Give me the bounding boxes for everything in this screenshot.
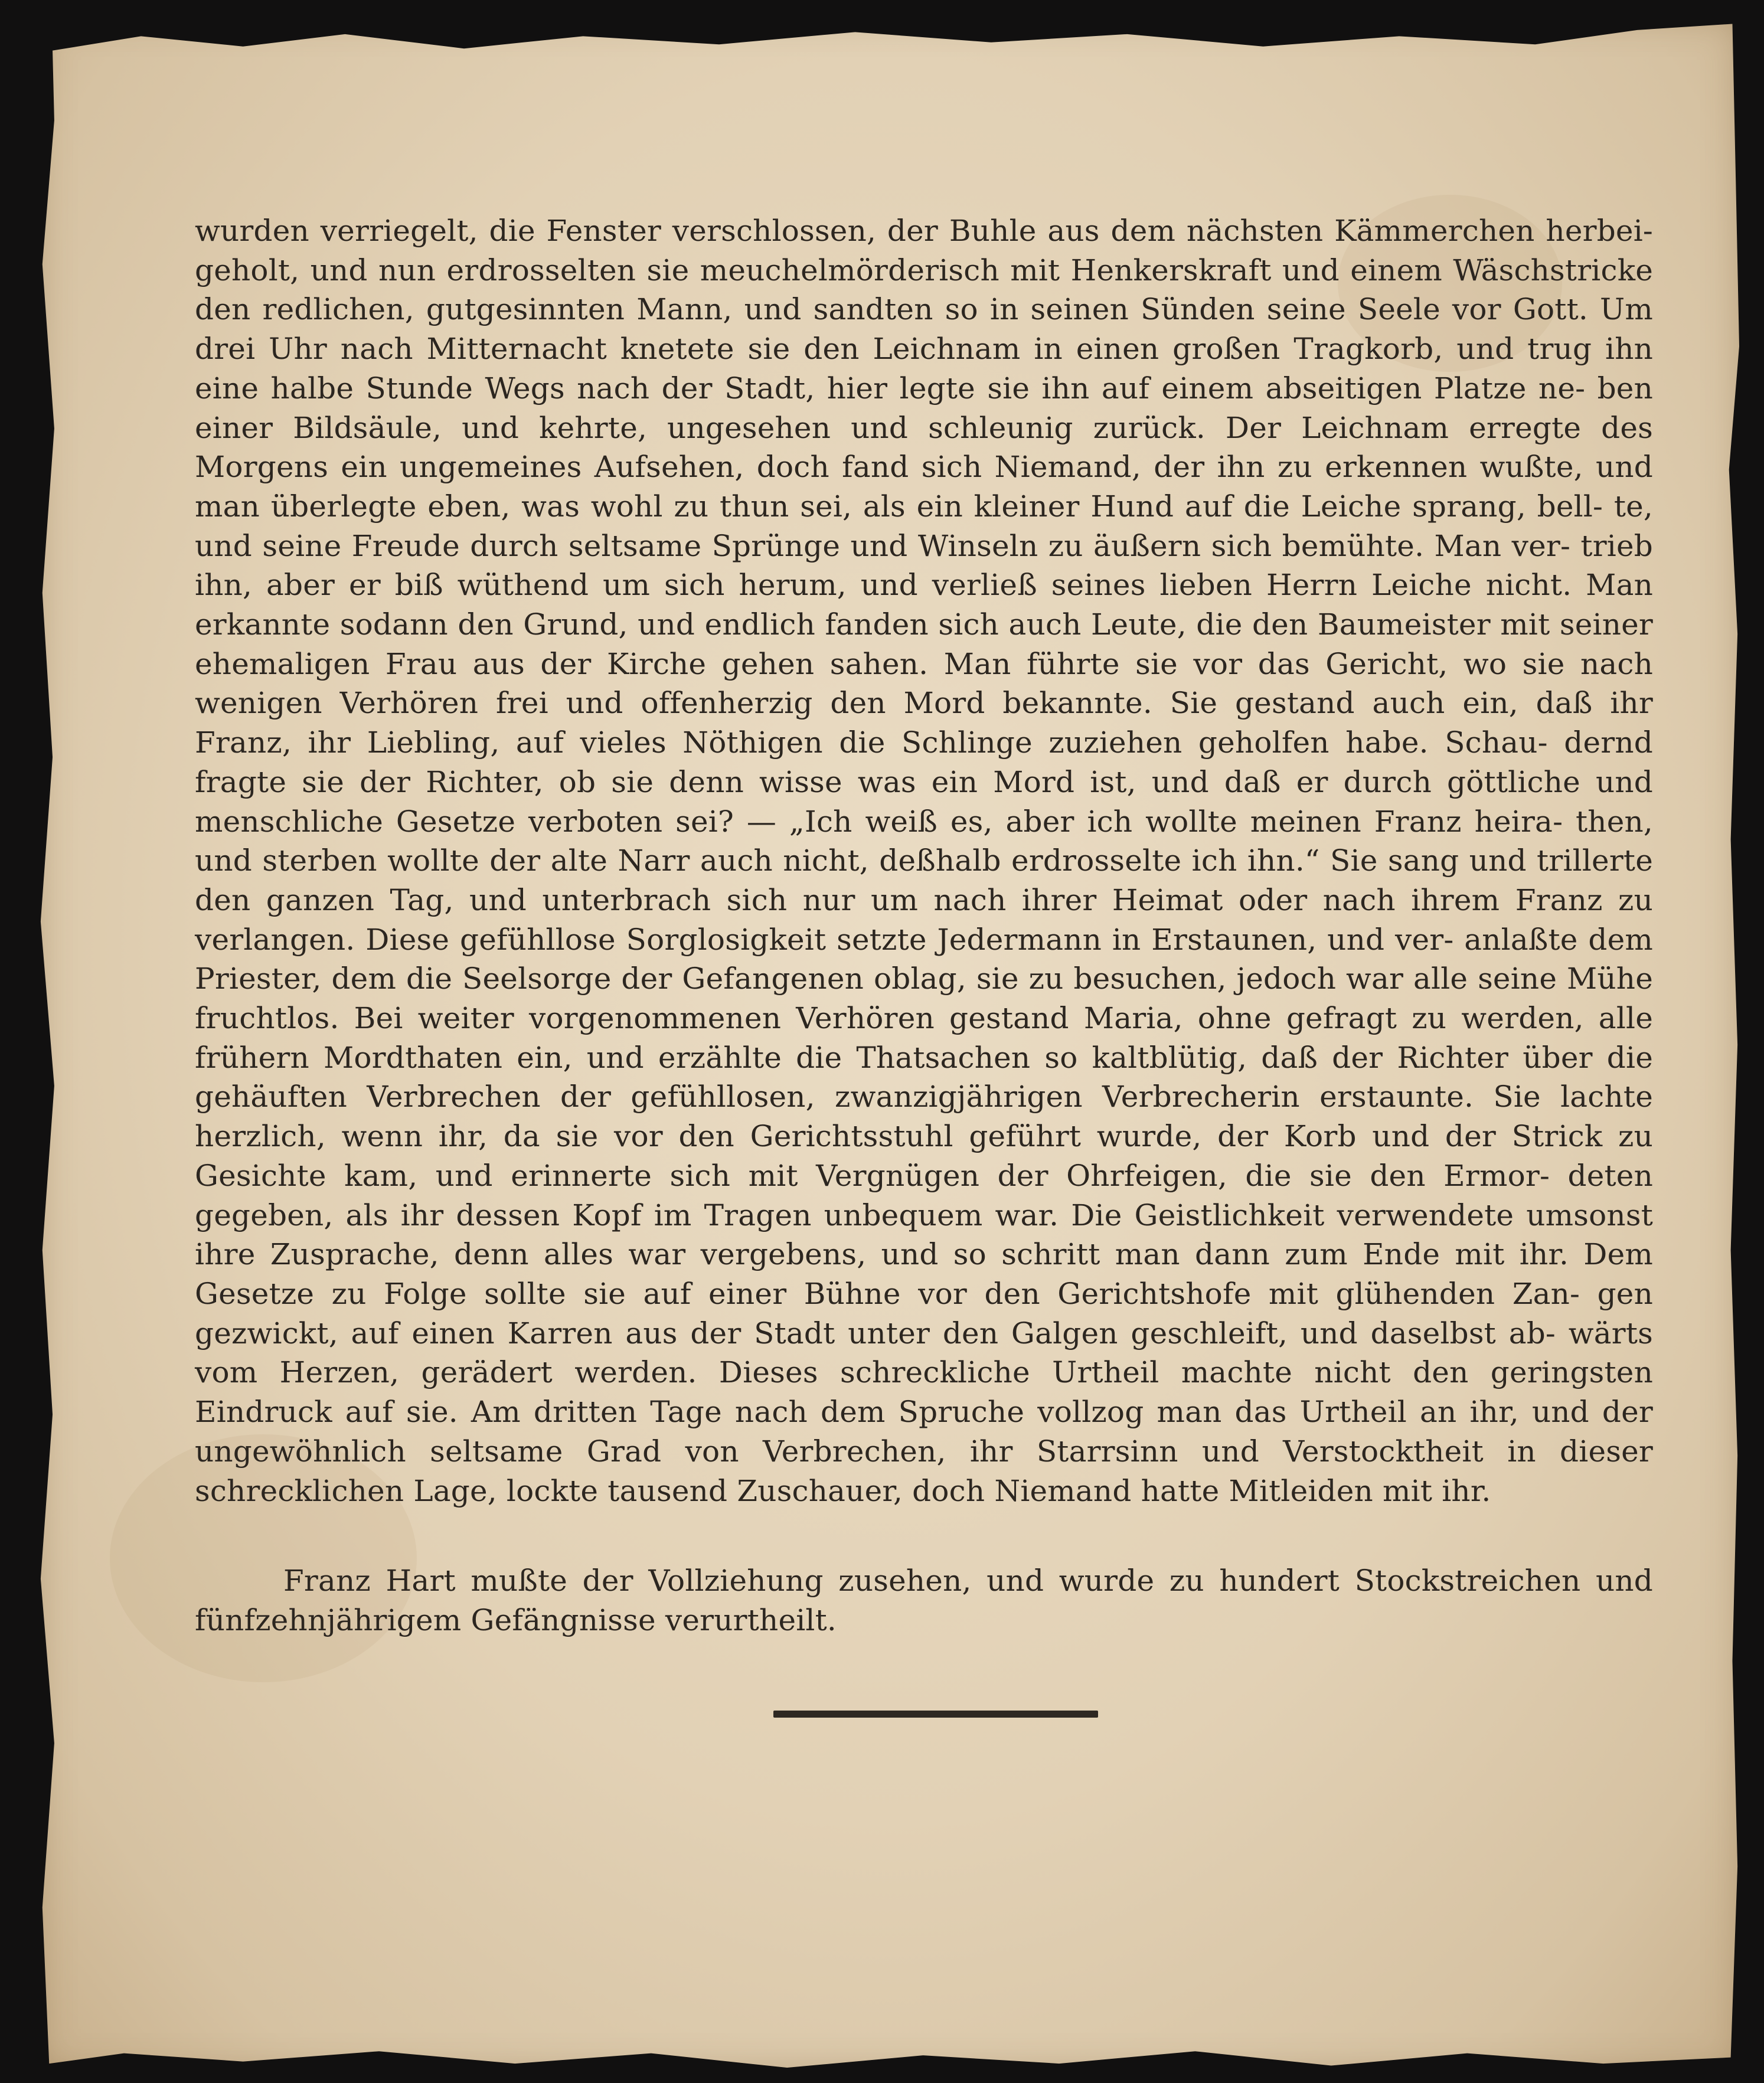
paragraph-main: wurden verriegelt, die Fenster verschlossen, der Buhle aus dem nächsten Kämmerchen herbei- geholt, und nun erdrosselten sie meuchelmörderisch mit Henkerskraft und einem Wäschstricke den redlichen, gutgesinnten Mann, und sandten so in seinen Sünden seine Seele vor Gott. Um drei Uhr nach Mitternacht knetete sie den Leichnam in einen großen Tragkorb, und trug ihn eine halbe Stunde Wegs nach der Stadt, hier legte sie ihn auf einem abseitigen Platze ne- ben einer Bildsäule, und kehrte, ungesehen und schleunig zurück. Der Leichnam erregte des Morgens ein ungemeines Aufsehen, doch fand sich Niemand, der ihn zu erkennen wußte, und man überlegte eben, was wohl zu thun sei, als ein kleiner Hund auf die Leiche sprang, bell- te, und seine Freude durch seltsame Sprünge und Winseln zu äußern sich bemühte. Man ver- trieb ihn, aber er biß wüthend um sich herum, und verließ seines lieben Herrn Leiche nicht. Man erkannte sodann den Grund, und endlich fanden sich auch Leute, die den Baumeister mit seiner ehemaligen Frau aus der Kirche gehen sahen. Man führte sie vor das Gericht, wo sie nach wenigen Verhören frei und offenherzig den Mord bekannte. Sie gestand auch ein, daß ihr Franz, ihr Liebling, auf vieles Nöthigen die Schlinge zuziehen geholfen habe. Schau- dernd fragte sie der Richter, ob sie denn wisse was ein Mord ist, und daß er durch göttliche und menschliche Gesetze verboten sei? — „Ich weiß es, aber ich wollte meinen Franz heira- then, und sterben wollte der alte Narr auch nicht, deßhalb erdrosselte ich ihn.“ Sie sang und trillerte den ganzen Tag, und unterbrach sich nur um nach ihrer Heimat oder nach ihrem Franz zu verlangen. Diese gefühllose Sorglosigkeit setzte Jedermann in Erstaunen, und ver- anlaßte dem Priester, dem die Seelsorge der Gefangenen oblag, sie zu besuchen, jedoch war alle seine Mühe fruchtlos. Bei weiter vorgenommenen Verhören gestand Maria, ohne gefragt zu werden, alle frühern Mordthaten ein, und erzählte die Thatsachen so kaltblütig, daß der Richter über die gehäuften Verbrechen der gefühllosen, zwanzigjährigen Verbrecherin erstaunte. Sie lachte herzlich, wenn ihr, da sie vor den Gerichtsstuhl geführt wurde, der Korb und der Strick zu Gesichte kam, und erinnerte sich mit Vergnügen der Ohrfeigen, die sie den Ermor- deten gegeben, als ihr dessen Kopf im Tragen unbequem war. Die Geistlichkeit verwendete umsonst ihre Zusprache, denn alles war vergebens, und so schritt man dann zum Ende mit ihr. Dem Gesetze zu Folge sollte sie auf einer Bühne vor den Gerichtshofe mit glühenden Zan- gen gezwickt, auf einen Karren aus der Stadt unter den Galgen geschleift, und daselbst ab- wärts vom Herzen, gerädert werden. Dieses schreckliche Urtheil machte nicht den geringsten Eindruck auf sie. Am dritten Tage nach dem Spruche vollzog man das Urtheil an ihr, und der ungewöhnlich seltsame Grad von Verbrechen, ihr Starrsinn und Verstocktheit in dieser schrecklichen Lage, lockte tausend Zuschauer, doch Niemand hatte Mitleiden mit ihr.	[195, 214, 1653, 1508]
document-body	[195, 211, 1653, 1640]
paragraph-final: Franz Hart mußte der Vollziehung zusehen, und wurde zu hundert Stockstreichen und fünfzehnjährigem Gefängnisse verurtheilt.	[195, 1564, 1653, 1637]
end-rule	[773, 1711, 1098, 1718]
